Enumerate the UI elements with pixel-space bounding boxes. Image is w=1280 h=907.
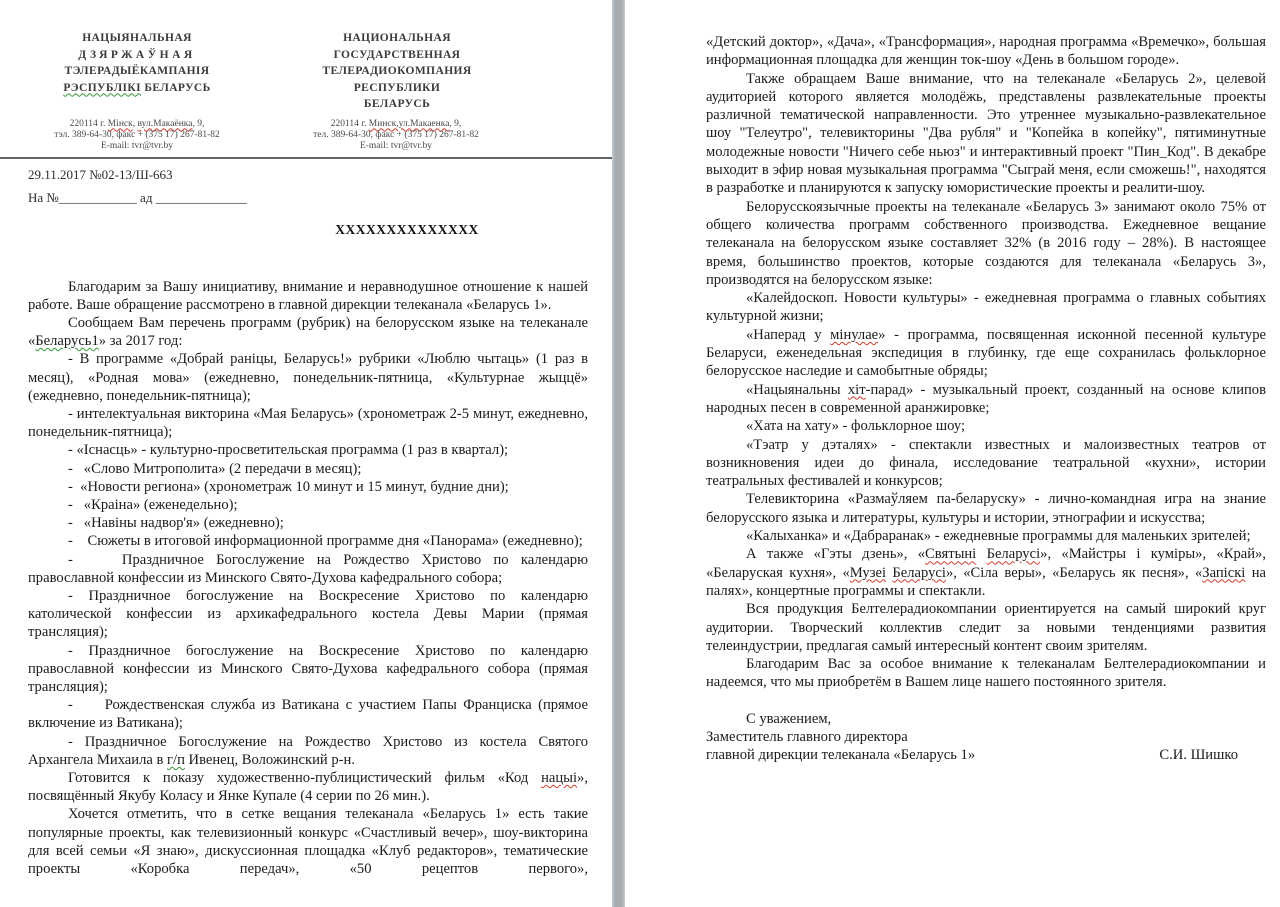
closing-salutation: С уважением, — [746, 710, 832, 727]
signature-row — [706, 746, 1266, 764]
paragraph: Хочется отметить, что в сетке вещания телеканала «Беларусь 1» есть такие популярные проекты, как телевизионный конкурс «Счастливый вечер», шоу-викторина для всей семьи «Я знаю», дискуссионная площадка «Клуб редакторов», тематические проекты «Коробка передач», «50 рецептов первого», — [28, 806, 588, 877]
letter-body-page-2 — [706, 33, 1266, 692]
reply-reference-line: На №____________ ад ______________ — [28, 189, 247, 205]
list-item: - «Краіна» (еженедельно); — [68, 496, 238, 513]
list-item: «Калыханка» и «Дабраранак» - ежедневные программы для маленьких зрителей; — [746, 528, 1251, 545]
list-item: «Калейдоскоп. Новости культуры» - ежедневная программа о главных событиях культурной жизни; — [706, 290, 1266, 325]
letter-page-2 — [625, 0, 1280, 907]
list-item: - Праздничное богослужение на Воскресение Христово по календарю православной конфессии из Минского Свято-Духова кафедрального собора (прямая трансляция); — [28, 642, 588, 695]
list-item: «Хата на хату» - фольклорное шоу; — [746, 418, 966, 435]
page-gap — [612, 0, 625, 907]
org-line: ГОСУДАРСТВЕННАЯ — [333, 48, 461, 61]
org-line: НАЦЫЯНАЛЬНАЯ — [82, 32, 192, 44]
paragraph: Также обращаем Ваше внимание, что на телеканале «Беларусь 2», целевой аудиторией которого является молодёжь, представлены развлекательные проекты различной тематической направленности. Это утреннее музыкально-развлекательное шоу "Телеутро", телевикторины "Два рубля" и "Копейка в копейку", пятиминутные молодежные новости "Ничего себе ньюз" и интерактивный проект "Пин_Код". В декабре выходит в эфир новая музыкальная программа "Сыграй меня, если сможешь!", находятся в разработке и планируются к запуску юмористические проекты и реалити-шоу. — [706, 70, 1266, 197]
org-name-russian — [322, 30, 472, 113]
list-item: - «Новости региона» (хронометраж 10 минут и 15 минут, будние дни); — [68, 478, 509, 495]
org-line: НАЦИОНАЛЬНАЯ — [343, 32, 451, 44]
list-item: - интелектуальная викторина «Мая Беларусь» (хронометраж 2-5 минут, ежедневно, понедельник-пятница); — [28, 405, 588, 441]
signer-title-line-2: главной дирекции телеканала «Беларусь 1» — [706, 747, 976, 764]
address-belarusian — [28, 119, 246, 152]
signer-name: С.И. Шишко — [1159, 747, 1238, 764]
list-item: - «Слово Митрополита» (2 передачи в месяц); — [68, 460, 362, 477]
letter-page-1 — [0, 0, 612, 907]
email-line: E-mail: tvr@tvr.by — [359, 140, 433, 151]
list-item: - «Існасць» - культурно-просветительская программа (1 раз в квартал); — [68, 442, 509, 459]
paragraph: А также «Гэты дзень», «Святыні Беларусі», «Майстры і куміры», «Край», «Беларуская кухня», «Музеі Беларусі», «Сіла веры», «Беларусь як песня», «Запіскі на палях», концертные программы и спектакли. — [706, 546, 1267, 599]
address-line: 220114 г. Мінск, вул.Макаёнка, 9, — [69, 118, 205, 129]
outgoing-number-line: 29.11.2017 №02-13/Ш-663 — [28, 166, 173, 182]
list-item: Телевикторина «Размаўляем па-беларуску» - лично-командная игра на знание белорусского языка и литературы, культуры и истории, этнографии и искусства; — [706, 491, 1266, 526]
paragraph: «Детский доктор», «Дача», «Трансформация», народная программа «Времечко», большая информационная площадка для женщин ток-шоу «День в большом городе». — [706, 34, 1266, 69]
list-item: - В программе «Добрай раніцы, Беларусь!» рубрики «Люблю чытаць» (1 раз в месяц), «Родная мова» (ежедневно, понедельник-пятница, «Культурнае жыццё» (ежедневно, понедельник-пятница); — [28, 351, 588, 404]
list-item: - Рождественская служба из Ватикана с участием Папы Франциска (прямое включение из Ватикана); — [28, 697, 588, 732]
list-item: «Нацыянальны хіт-парад» - музыкальный проект, созданный на основе клипов народных песен в современной аранжировке; — [706, 381, 1266, 416]
address-russian — [301, 119, 491, 152]
org-line: ТЕЛЕРАДИОКОМПАНИЯ — [322, 65, 472, 77]
org-name-belarusian — [28, 30, 246, 113]
list-item: - Праздничное Богослужение на Рождество Христово по календарю православной конфессии из Минского Свято-Духова кафедрального собора; — [28, 551, 588, 586]
email-line: E-mail: tvr@tvr.by — [100, 140, 174, 151]
letterhead-addresses — [28, 119, 588, 152]
list-item: - «Навіны надвор'я» (ежедневно); — [68, 515, 284, 532]
list-item: - Праздничное богослужение на Воскресение Христово по календарю католической конфессии из архикафедрального костела Девы Марии (прямая трансляция); — [28, 587, 588, 641]
list-item: - Праздничное Богослужение на Рождество Христово из костела Святого Архангела Михаила в г/п Ивенец, Воложинский р-н. — [28, 733, 588, 768]
org-line: РЕСПУБЛИКИ БЕЛАРУСЬ — [353, 81, 441, 110]
org-line: ТЭЛЕРАДЫЁКАМПАНІЯ — [64, 65, 210, 77]
paragraph: Вся продукция Белтелерадиокомпании ориентируется на самый широкий круг аудитории. Творческий коллектив следит за новыми тенденциями развития телеиндустрии, предлагая самый интересный контент своим зрителям. — [706, 601, 1266, 654]
address-line: 220114 г. Минск,ул.Макаенка, 9, — [330, 118, 462, 129]
list-item: «Наперад у мінулае» - программа, посвященная исконной песенной культуре Беларуси, еженедельная экспедиция в глубинку, где еще сохранилась фольклорное белорусское наследие и самобытные обряды; — [706, 326, 1266, 380]
recipient-placeholder: ХХХХХХХХХХХХХХ — [335, 221, 479, 237]
paragraph: Сообщаем Вам перечень программ (рубрик) на белорусском языке на телеканале «Беларусь1» за 2017 год: — [28, 314, 588, 350]
paragraph: Белорусскоязычные проекты на телеканале «Беларусь 3» занимают около 75% от общего количества программ собственного производства. Ежедневное вещание телеканала на белорусском языке составляет 32% (в 2016 году – 28%). В настоящее время, большинство проектов, которые создаются для телеканала «Беларусь 3», производятся на белорусском языке: — [706, 198, 1266, 288]
letter-body-page-1 — [28, 278, 588, 879]
org-line: РЭСПУБЛІКІ БЕЛАРУСЬ — [63, 81, 211, 94]
signer-title-line-1: Заместитель главного директора — [706, 728, 908, 745]
list-item: - Сюжеты в итоговой информационной программе дня «Панорама» (ежедневно); — [68, 533, 583, 550]
address-line: тел. 389-64-30, факс + (375 17) 267-81-82 — [313, 129, 479, 140]
paragraph: Благодарим за Вашу инициативу, внимание и неравнодушное отношение к нашей работе. Ваше обращение рассмотрено в главной дирекции телеканала «Беларусь 1». — [28, 278, 588, 313]
paragraph: Благодарим Вас за особое внимание к телеканалам Белтелерадиокомпании и надеемся, что мы приобретём в Вашем лице нашего постоянного зрителя. — [706, 656, 1266, 691]
letterhead — [28, 30, 588, 113]
paragraph: Готовится к показу художественно-публицистический фильм «Код нацыі», посвящённый Якубу Коласу и Янке Купале (4 серии по 26 мин.). — [28, 769, 588, 805]
address-line: тэл. 389-64-30, факс + (375 17) 267-81-82 — [54, 129, 220, 140]
list-item: «Тэатр у дэталях» - спектакли известных и малоизвестных театров от возникновения идеи до финала, исследование театральной «кухни», истории театральных фестивалей и конкурсов; — [706, 436, 1266, 490]
org-line: ДЗЯРЖАЎНАЯ — [78, 48, 196, 61]
letterhead-divider-line — [0, 157, 612, 159]
